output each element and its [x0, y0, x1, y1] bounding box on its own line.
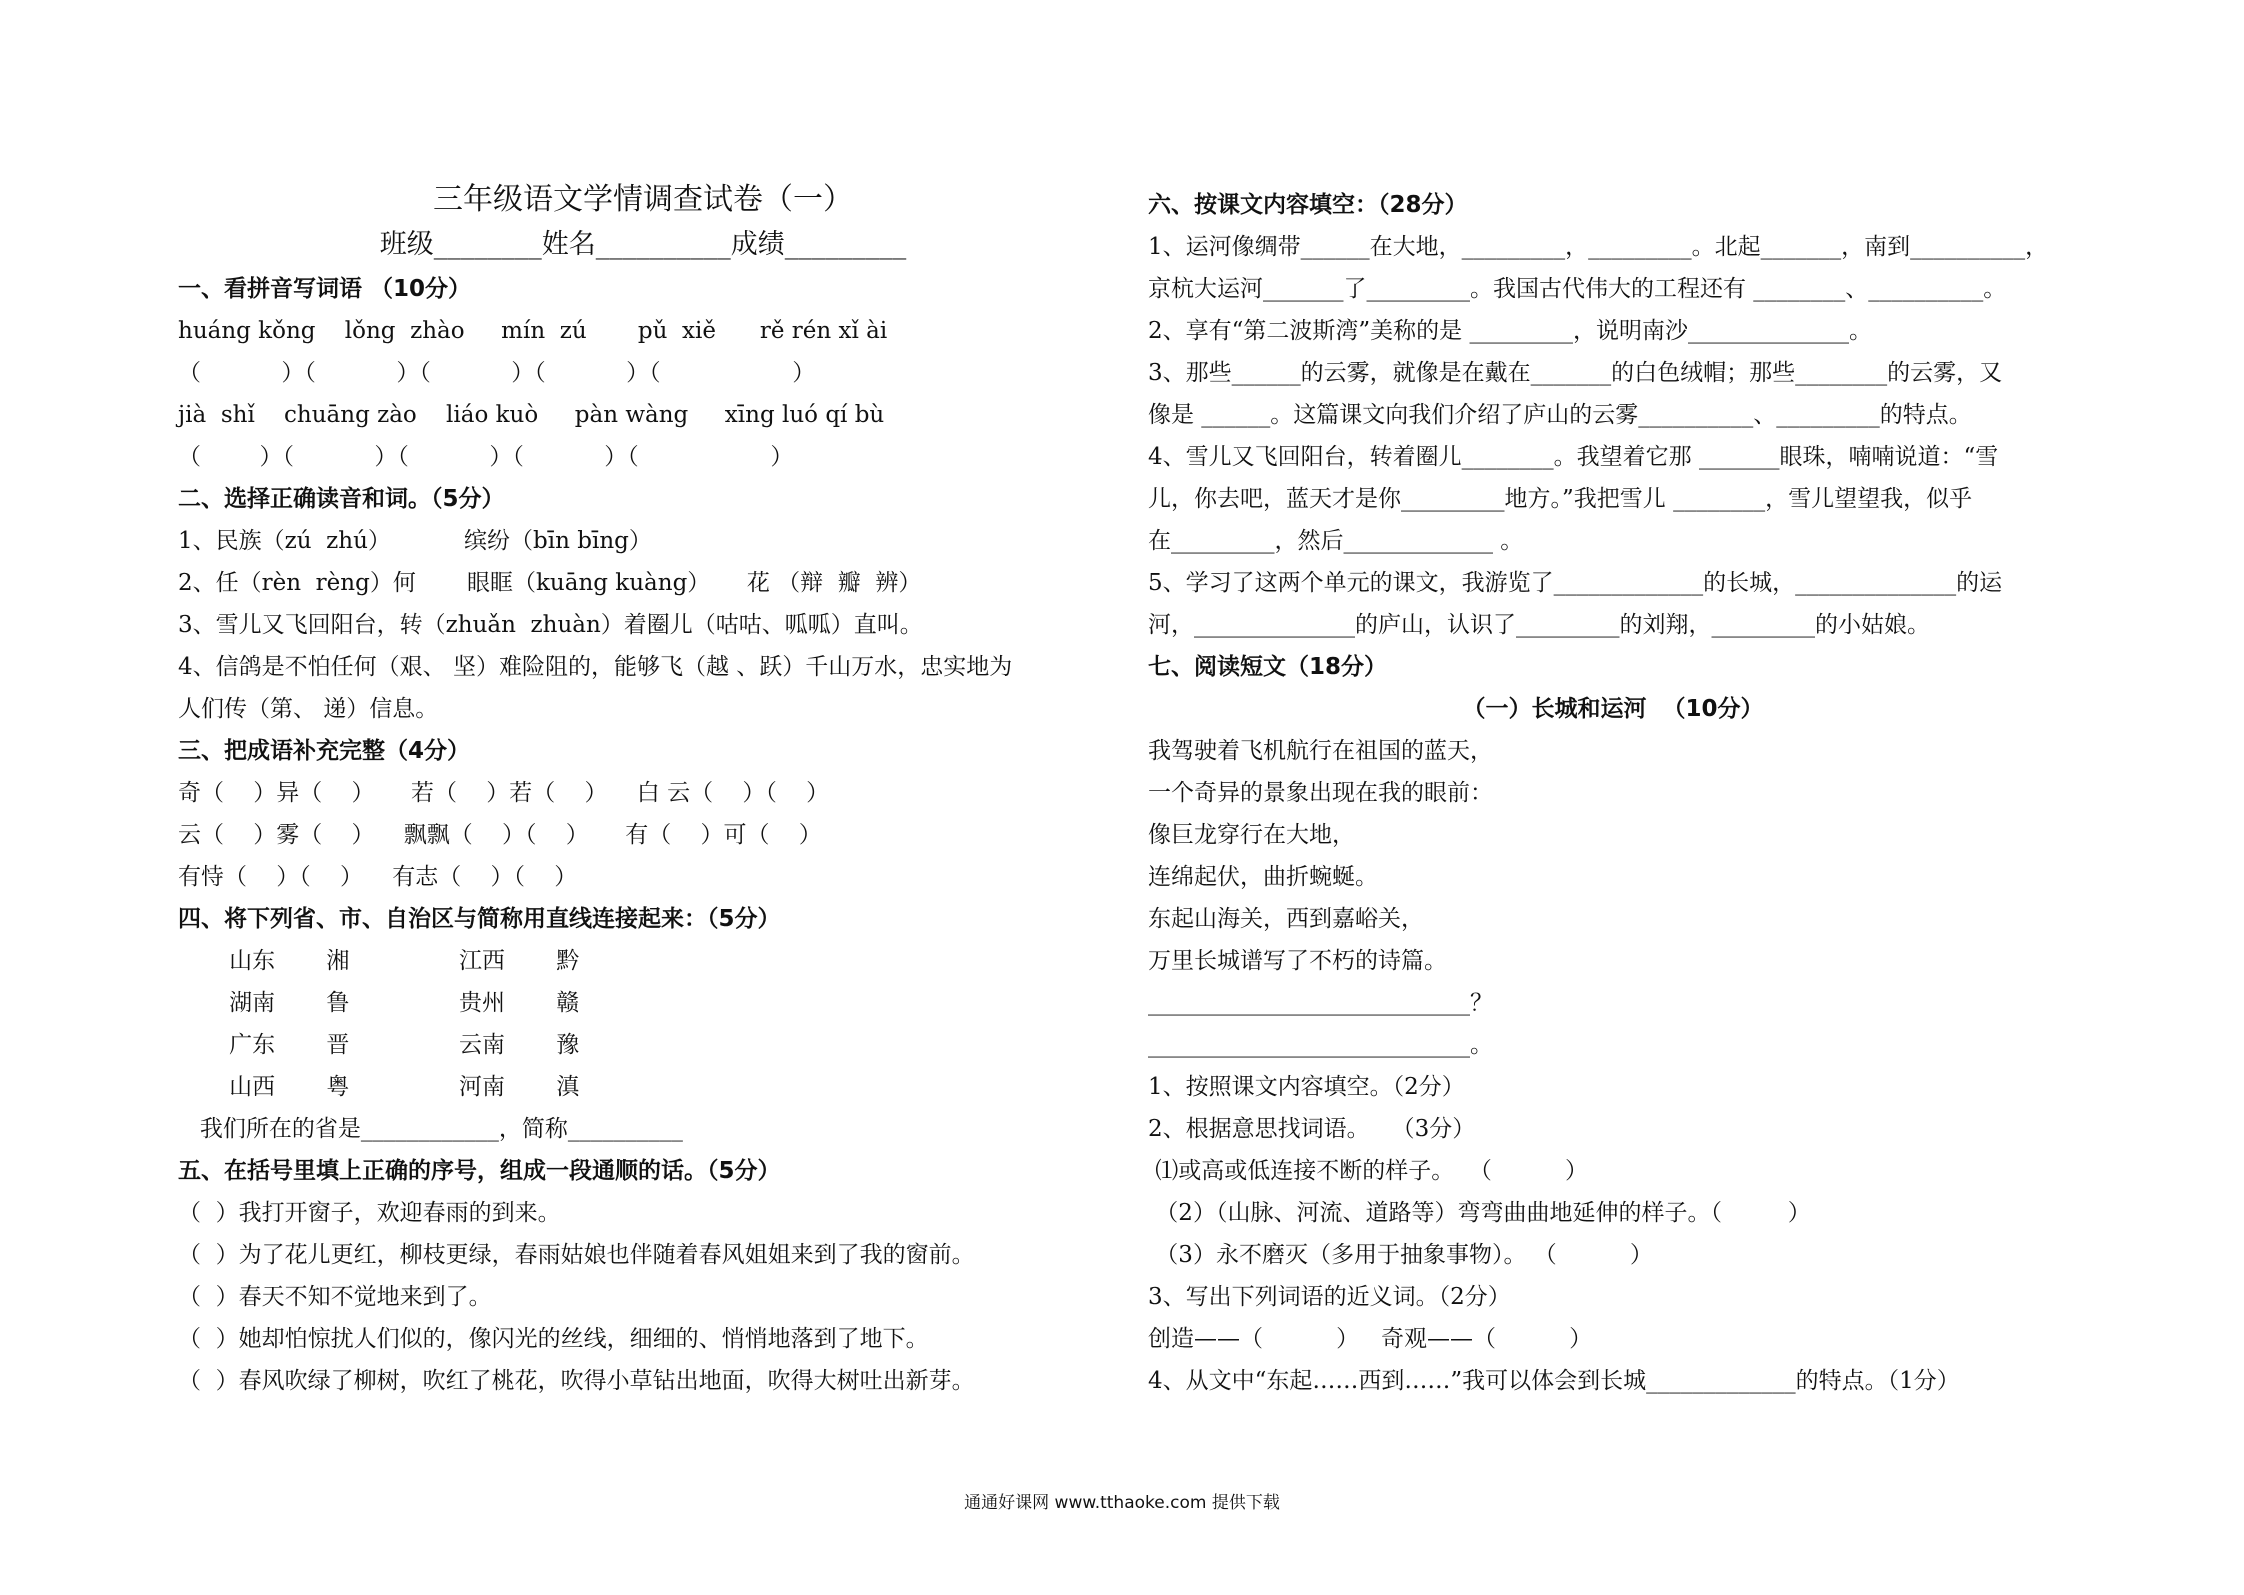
text-line: 连绵起伏，曲折蜿蜒。 [1148, 864, 1378, 890]
text-line: （ ）（ ）（ ）（ ）（ ） [178, 360, 816, 386]
text-line: （ ）（ ）（ ）（ ）（ ） [178, 444, 794, 470]
left-column [178, 268, 1108, 1402]
text-line: 儿，你去吧，蓝天才是你_________地方。”我把雪儿 ________，雪儿望望我，似乎 [1148, 486, 1973, 512]
text-line: 1、运河像绸带______在大地，_________，_________。北起_______，南到__________， [1148, 234, 2049, 260]
text-line: 4、从文中“东起……西到……”我可以体会到长城_____________的特点。（1分） [1148, 1368, 1960, 1394]
text-line: （ ）我打开窗子，欢迎春雨的到来。 [178, 1200, 561, 1226]
text-line: 3、雪儿又飞回阳台，转（zhuǎn zhuàn）着圈儿（咕咕、呱呱）直叫。 [178, 612, 923, 638]
text-line: 云（ ）雾（ ） 飘飘（ ）（ ） 有（ ）可（ ） [178, 822, 822, 848]
text-line: 奇（ ）异（ ） 若（ ）若（ ） 白 云（ ）（ ） [178, 780, 830, 806]
text-line: 万里长城谱写了不朽的诗篇。 [1148, 948, 1447, 974]
section-heading: （一）长城和运河 （10分） [1462, 696, 1764, 722]
text-line: 在_________，然后_____________ 。 [1148, 528, 1524, 554]
right-column [1148, 184, 2078, 1402]
text-line: 河，______________的庐山，认识了_________的刘翔，_________的小姑娘。 [1148, 612, 1930, 638]
text-line: （ ）她却怕惊扰人们似的，像闪光的丝线，细细的、悄悄地落到了地下。 [178, 1326, 929, 1352]
text-line: （2）（山脉、河流、道路等）弯弯曲曲地延伸的样子。（ ） [1148, 1200, 1811, 1226]
text-line: （ ）为了花儿更红，柳枝更绿，春雨姑娘也伴随着春风姐姐来到了我的窗前。 [178, 1242, 975, 1268]
exam-title: 三年级语文学情调查试卷（一） [433, 182, 853, 217]
section-heading: 四、将下列省、市、自治区与简称用直线连接起来：（5分） [178, 906, 781, 932]
section-heading: 二、选择正确读音和词。（5分） [178, 486, 505, 512]
text-line: 像是 ______。这篇课文向我们介绍了庐山的云雾__________、_________的特点。 [1148, 402, 1972, 428]
text-line: 京杭大运河_______了_________。我国古代伟大的工程还有 ________、__________。 [1148, 276, 2007, 302]
section-heading: 七、阅读短文（18分） [1148, 654, 1388, 680]
text-line: 创造——（ ） 奇观——（ ） [1148, 1326, 1593, 1352]
text-line: 广东 晋 云南 豫 [178, 1032, 580, 1058]
text-line: 湖南 鲁 贵州 赣 [178, 990, 580, 1016]
section-heading: 一、看拼音写词语 （10分） [178, 276, 472, 302]
text-line: 山东 湘 江西 黔 [178, 948, 580, 974]
text-line: 3、那些______的云雾，就像是在戴在_______的白色绒帽；那些________的云雾，又 [1148, 360, 2003, 386]
text-line: 4、信鸽是不怕任何（艰、 坚）难险阻的，能够飞（越 、跃）千山万水，忠实地为 [178, 654, 1013, 680]
text-line: 我驾驶着飞机航行在祖国的蓝天， [1148, 738, 1493, 764]
text-line: huáng kǒng lǒng zhào mín zú pǔ xiě rě rén xǐ ài [178, 318, 888, 344]
section-heading: 五、在括号里填上正确的序号，组成一段通顺的话。（5分） [178, 1158, 781, 1184]
text-line: 1、民族（zú zhú） 缤纷（bīn bīng） [178, 528, 652, 554]
text-line: 1、按照课文内容填空。（2分） [1148, 1074, 1465, 1100]
text-line: ____________________________？ [1148, 990, 1493, 1016]
text-line: ⑴或高或低连接不断的样子。 （ ） [1148, 1158, 1589, 1184]
text-line: 我们所在的省是____________，简称__________ [178, 1116, 683, 1142]
student-info-line: 班级________姓名__________成绩_________ [379, 229, 907, 260]
text-line: jià shǐ chuāng zào liáo kuò pàn wàng xīng luó qí bù [178, 402, 885, 428]
text-line: 像巨龙穿行在大地， [1148, 822, 1355, 848]
text-line: （ ）春风吹绿了柳树，吹红了桃花，吹得小草钻出地面，吹得大树吐出新芽。 [178, 1368, 975, 1394]
text-line: （ ）春天不知不觉地来到了。 [178, 1284, 492, 1310]
text-line: 2、享有“第二波斯湾”美称的是 _________，说明南沙______________。 [1148, 318, 1872, 344]
text-line: 5、学习了这两个单元的课文，我游览了_____________的长城，______________的运 [1148, 570, 2003, 596]
text-line: ____________________________。 [1148, 1032, 1493, 1058]
text-line: 山西 粤 河南 滇 [178, 1074, 580, 1100]
section-heading: 三、把成语补充完整（4分） [178, 738, 471, 764]
text-line: 一个奇异的景象出现在我的眼前： [1148, 780, 1493, 806]
text-line: 2、根据意思找词语。 （3分） [1148, 1116, 1476, 1142]
text-line: 东起山海关，西到嘉峪关， [1148, 906, 1424, 932]
text-line: 2、任（rèn rèng）何 眼眶（kuāng kuàng） 花 （辩 瓣 辨） [178, 570, 922, 596]
section-heading: 六、按课文内容填空：（28分） [1148, 192, 1468, 218]
text-line: 3、写出下列词语的近义词。（2分） [1148, 1284, 1511, 1310]
text-line: 有恃（ ）（ ） 有志（ ）（ ） [178, 864, 578, 890]
text-line: 人们传（第、 递）信息。 [178, 696, 439, 722]
footer-credit: 通通好课网 www.tthaoke.com 提供下载 [964, 1493, 1280, 1513]
text-line: 4、雪儿又飞回阳台，转着圈儿________。我望着它那 _______眼珠，喃喃说道：“雪 [1148, 444, 1999, 470]
text-line: （3）永不磨灭（多用于抽象事物）。 （ ） [1148, 1242, 1653, 1268]
